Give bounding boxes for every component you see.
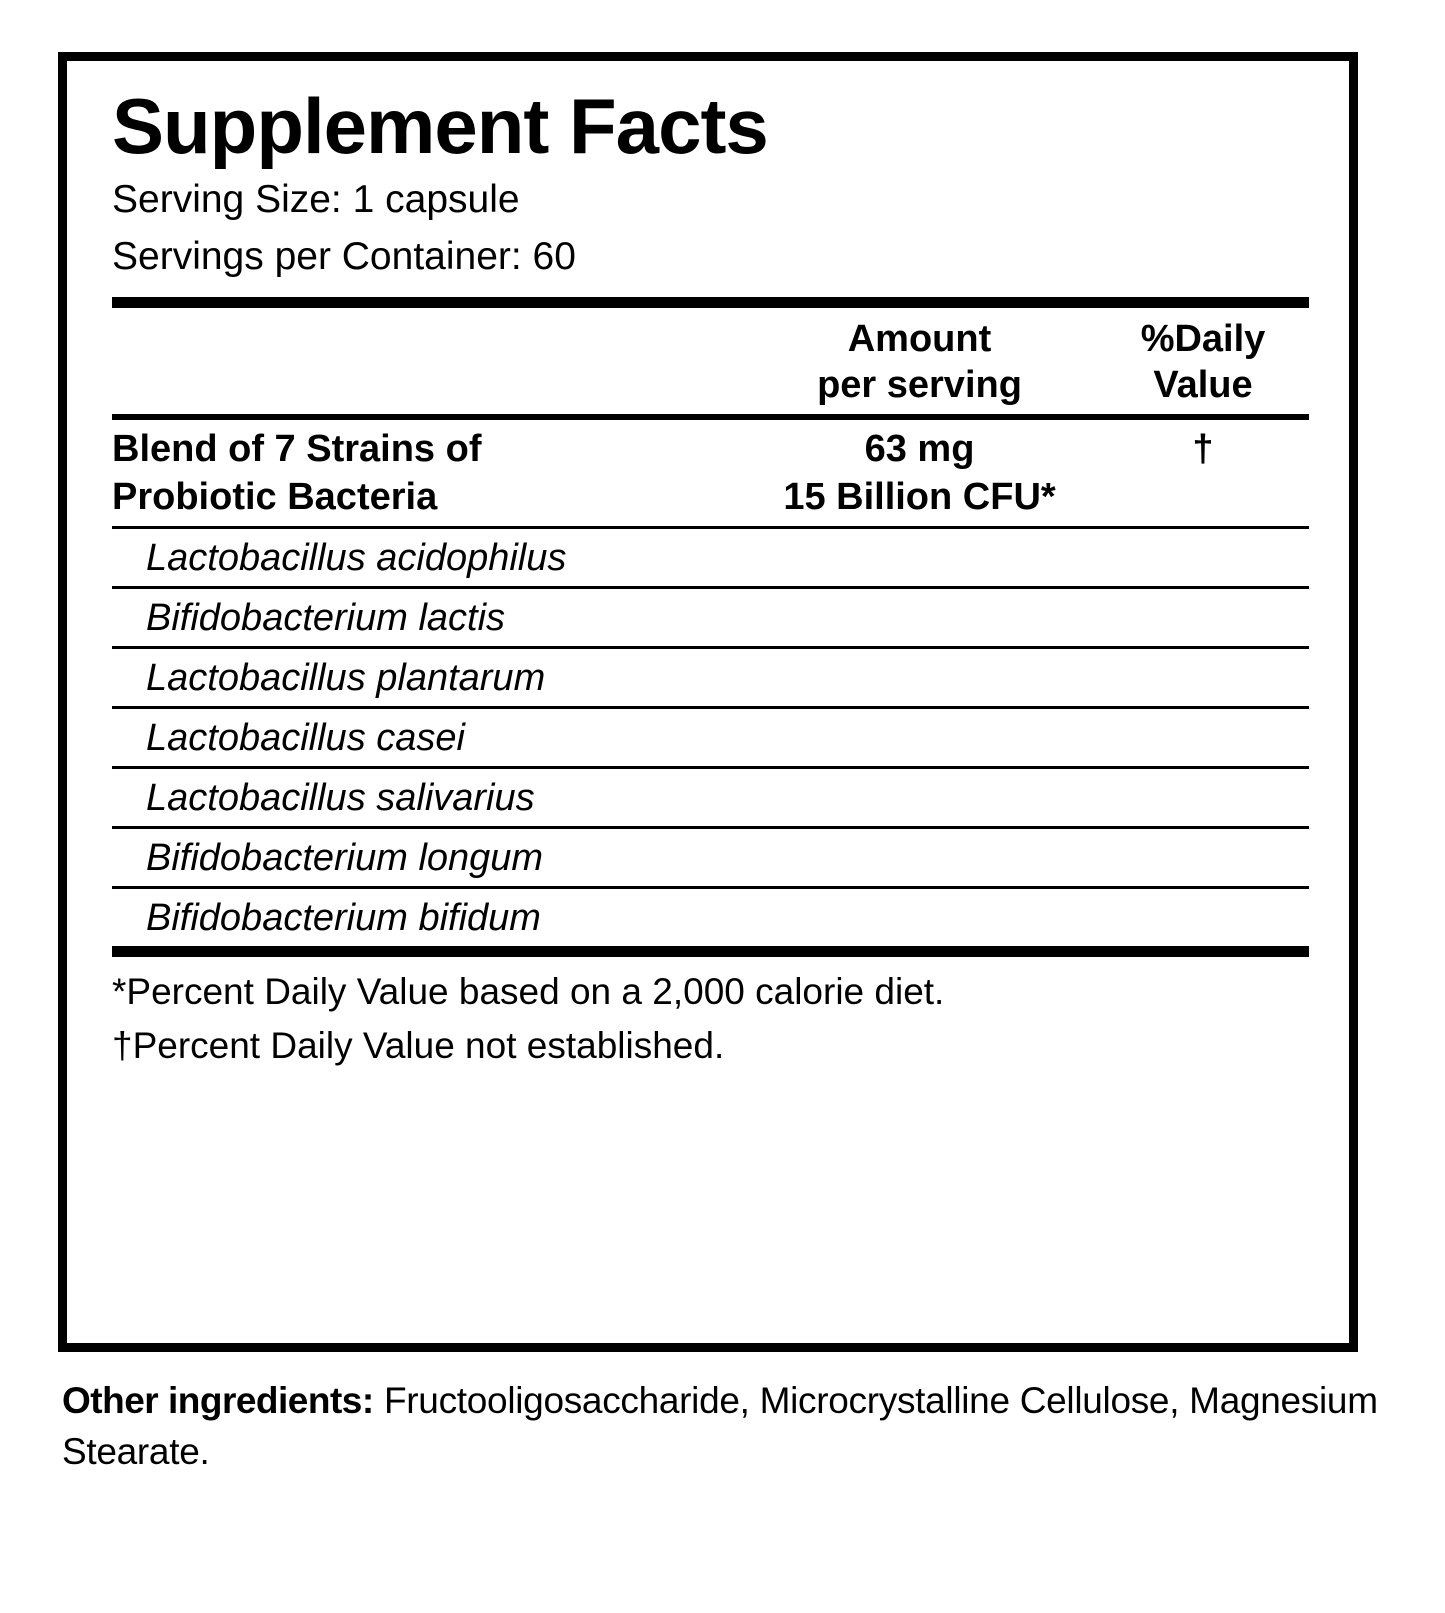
divider-thick-bottom	[112, 946, 1309, 957]
table-header-row	[112, 308, 1309, 415]
other-ingredients-text: Fructooligosaccharide, Microcrystalline Cellulose, Magnesium Stearate.	[62, 1380, 1378, 1473]
header-dv-line1: %Daily	[1140, 317, 1266, 360]
blend-amount-line2: 15 Billion CFU*	[783, 476, 1056, 519]
table-row: Lactobacillus plantarum	[146, 657, 546, 700]
header-amount-per-serving	[742, 316, 1097, 409]
table-row: Bifidobacterium longum	[146, 837, 544, 880]
header-dv-line2: Value	[1153, 364, 1253, 407]
serving-size-line: Serving Size: 1 capsule	[112, 178, 520, 222]
header-amount-line1: Amount	[847, 317, 992, 360]
other-ingredients	[62, 1375, 1392, 1477]
supplement-facts-panel	[58, 52, 1358, 1352]
table-row: Bifidobacterium lactis	[146, 597, 506, 640]
table-row: Lactobacillus acidophilus	[146, 537, 567, 580]
table-row: Lactobacillus casei	[146, 717, 465, 760]
footnote-daily-value-basis: *Percent Daily Value based on a 2,000 calorie diet.	[112, 971, 945, 1013]
table-row-blend	[112, 420, 1309, 526]
divider-thick-top	[112, 297, 1309, 308]
servings-per-container-line: Servings per Container: 60	[112, 234, 576, 278]
table-row: Lactobacillus salivarius	[146, 777, 535, 820]
page-title: Supplement Facts	[112, 82, 768, 170]
table-row: Bifidobacterium bifidum	[146, 897, 541, 940]
blend-amount	[742, 426, 1097, 522]
header-amount-line2: per serving	[817, 364, 1022, 407]
header-daily-value	[1097, 316, 1309, 409]
other-ingredients-label: Other ingredients:	[62, 1380, 374, 1421]
footnotes	[112, 957, 1309, 1072]
blend-amount-line1: 63 mg	[864, 428, 975, 471]
blend-name	[112, 426, 742, 522]
blend-name-line1: Blend of 7 Strains of	[112, 428, 482, 471]
blend-daily-value: †	[1192, 428, 1214, 471]
footnote-daily-value-not-established: †Percent Daily Value not established.	[112, 1024, 725, 1066]
blend-name-line2: Probiotic Bacteria	[112, 476, 438, 519]
